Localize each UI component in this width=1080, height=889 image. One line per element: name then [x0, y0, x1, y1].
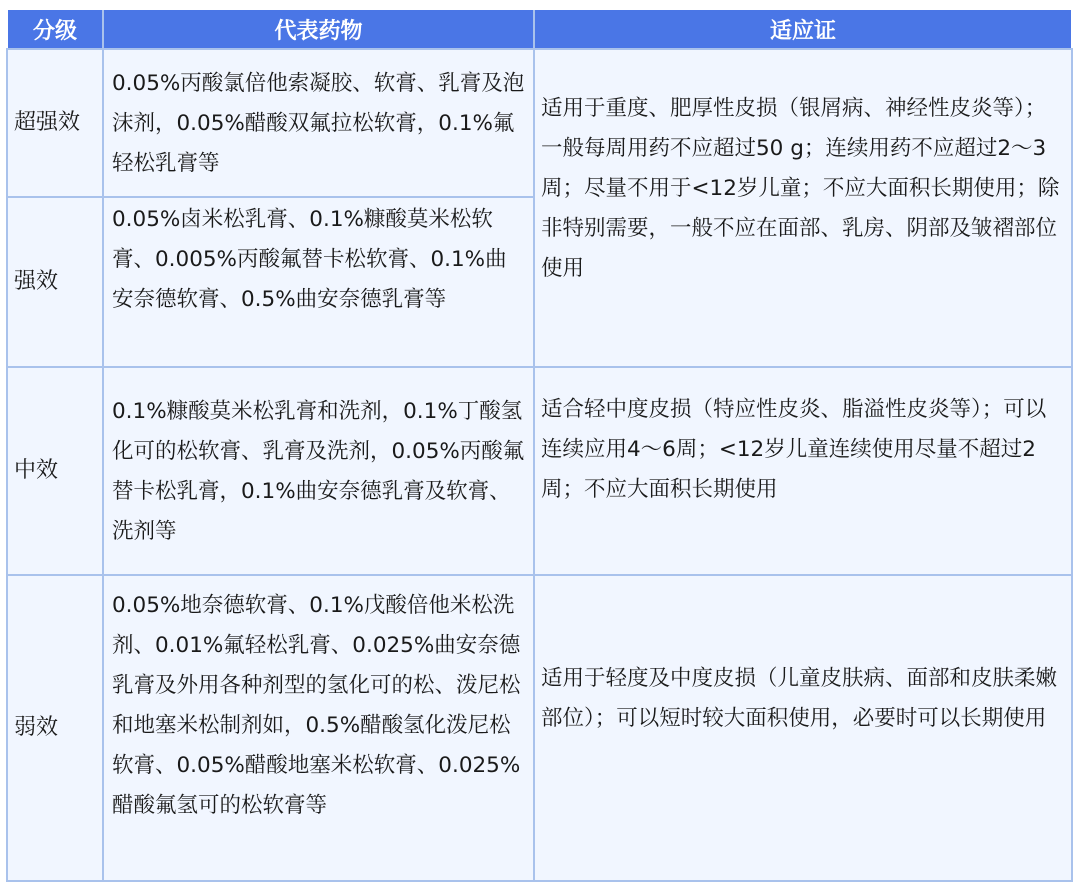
- row-divider: [8, 574, 1071, 576]
- drug-cell: 0.1%糠酸莫米松乳膏和洗剂，0.1%丁酸氢化可的松软膏、乳膏及洗剂，0.05%丙酸氟替卡松乳膏，0.1%曲安奈德乳膏及软膏、洗剂等: [104, 368, 533, 574]
- grade-cell: 中效: [8, 368, 102, 574]
- indication-text: 适用于重度、肥厚性皮损（银屑病、神经性皮炎等）；一般每周用药不应超过50 g；连续用药不应超过2～3周；尽量不用于<12岁儿童；不应大面积长期使用；除非特别需要，一般不应在面部、乳房、阴部及皱褶部位使用: [541, 96, 1060, 281]
- drug-cell: 0.05%丙酸氯倍他索凝胶、软膏、乳膏及泡沫剂，0.05%醋酸双氟拉松软膏，0.1%氟轻松乳膏等: [104, 50, 533, 196]
- grade-cell: 超强效: [8, 50, 102, 196]
- indication-text: 适用于轻度及中度皮损（儿童皮肤病、面部和皮肤柔嫩部位）；可以短时较大面积使用，必要时可以长期使用: [541, 666, 1058, 731]
- header-grade: 分级: [8, 10, 102, 48]
- column-divider: [102, 10, 104, 880]
- column-divider: [533, 10, 535, 880]
- grade-cell: 强效: [8, 198, 102, 366]
- row-divider: [8, 366, 1071, 368]
- drug-cell: 0.05%卤米松乳膏、0.1%糠酸莫米松软膏、0.005%丙酸氟替卡松软膏、0.1%曲安奈德软膏、0.5%曲安奈德乳膏等: [104, 198, 533, 366]
- row-divider: [8, 196, 535, 198]
- header-indication: 适应证: [535, 10, 1071, 48]
- table-border: [6, 48, 1073, 882]
- drug-cell: 0.05%地奈德软膏、0.1%戊酸倍他米松洗剂、0.01%氟轻松乳膏、0.025%曲安奈德乳膏及外用各种剂型的氢化可的松、泼尼松和地塞米松制剂如，0.5%醋酸氢化泼尼松软膏、0.05%醋酸地塞米松软膏、0.025%醋酸氟氢可的松软膏等: [104, 576, 533, 880]
- grade-cell: 弱效: [8, 576, 102, 880]
- steroid-potency-table: [8, 10, 1071, 880]
- header-drug: 代表药物: [104, 10, 533, 48]
- indication-text: 适合轻中度皮损（特应性皮炎、脂溢性皮炎等）；可以连续应用4～6周；<12岁儿童连续使用尽量不超过2周；不应大面积长期使用: [541, 397, 1047, 502]
